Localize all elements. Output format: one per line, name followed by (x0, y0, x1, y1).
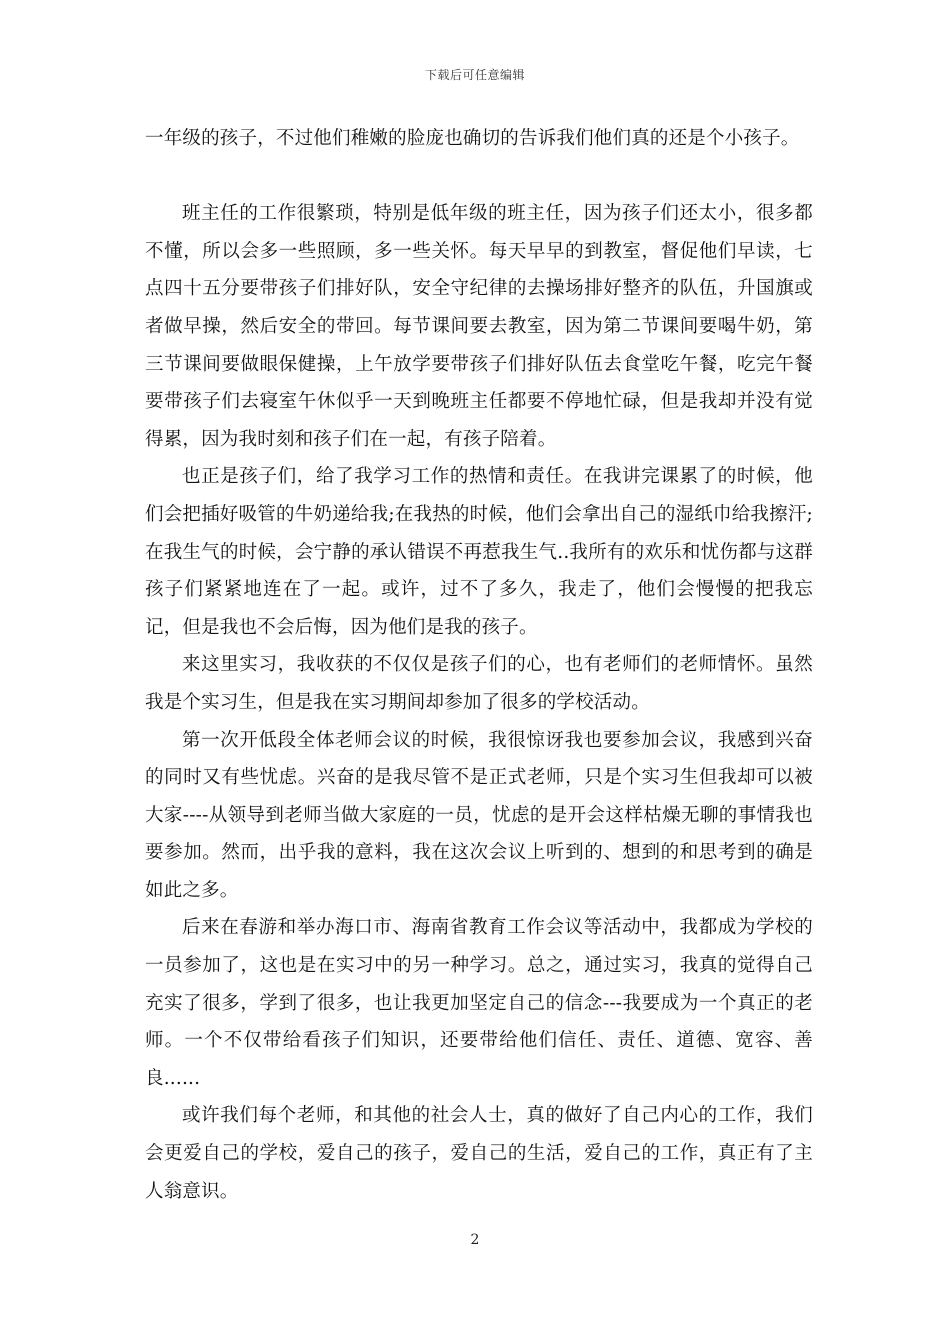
paragraph-1: 一年级的孩子，不过他们稚嫩的脸庞也确切的告诉我们他们真的还是个小孩子。 (145, 128, 800, 149)
page-header: 下载后可任意编辑 (424, 68, 525, 82)
document-body (145, 120, 813, 1210)
paragraph-4: 来这里实习，我收获的不仅仅是孩子们的心，也有老师们的老师情怀。虽然我是个实习生，但是我在实习期间却参加了很多的学校活动。 (145, 654, 813, 713)
paragraph-6: 后来在春游和举办海口市、海南省教育工作会议等活动中，我都成为学校的一员参加了，这也是在实习中的另一种学习。总之，通过实习，我真的觉得自己充实了很多，学到了很多，也让我更加坚定自己的信念---我要成为一个真正的老师。一个不仅带给看孩子们知识，还要带给他们信任、责任、道德、宽容、善良...... (145, 917, 813, 1089)
paragraph-2: 班主任的工作很繁琐，特别是低年级的班主任，因为孩子们还太小，很多都不懂，所以会多一些照顾，多一些关怀。每天早早的到教室，督促他们早读，七点四十五分要带孩子们排好队，安全守纪律的去操场排好整齐的队伍，升国旗或者做早操，然后安全的带回。每节课间要去教室，因为第二节课间要喝牛奶，第三节课间要做眼保健操，上午放学要带孩子们排好队伍去食堂吃午餐，吃完午餐要带孩子们去寝室午休似乎一天到晚班主任都要不停地忙碌，但是我却并没有觉得累，因为我时刻和孩子们在一起，有孩子陪着。 (145, 203, 813, 450)
page-number: 2 (470, 1232, 480, 1248)
paragraph-3: 也正是孩子们，给了我学习工作的热情和责任。在我讲完课累了的时候，他们会把插好吸管的牛奶递给我;在我热的时候，他们会拿出自己的湿纸巾给我擦汗;在我生气的时候，会宁静的承认错误不再惹我生气..我所有的欢乐和忧伤都与这群孩子们紧紧地连在了一起。或许，过不了多久，我走了，他们会慢慢的把我忘记，但是我也不会后悔，因为他们是我的孩子。 (145, 466, 813, 638)
paragraph-7: 或许我们每个老师，和其他的社会人士，真的做好了自己内心的工作，我们会更爱自己的学校，爱自己的孩子，爱自己的生活，爱自己的工作，真正有了主人翁意识。 (145, 1105, 813, 1202)
paragraph-5: 第一次开低段全体老师会议的时候，我很惊讶我也要参加会议，我感到兴奋的同时又有些忧虑。兴奋的是我尽管不是正式老师，只是个实习生但我却可以被大家----从领导到老师当做大家庭的一员，忧虑的是开会这样枯燥无聊的事情我也要参加。然而，出乎我的意料，我在这次会议上听到的、想到的和思考到的确是如此之多。 (145, 729, 813, 901)
paragraph-spacer (145, 158, 813, 196)
